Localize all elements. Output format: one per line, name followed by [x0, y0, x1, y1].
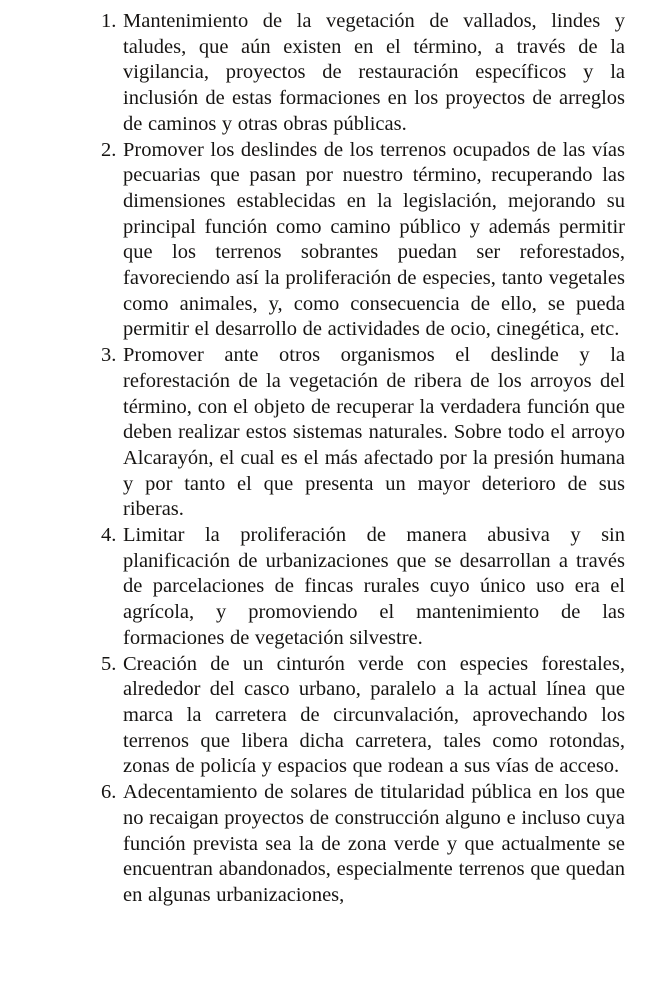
list-item-number: 6. [101, 781, 117, 804]
list-item [101, 138, 625, 344]
list-item-text: Mantenimiento de la vegetación de vallados, lindes y taludes, que aún existen en el término, a través de la vigilancia, proyectos de restauración específicos y la inclusión de estas formaciones en los proyectos de arreglos de caminos y otras obras públicas. [123, 10, 625, 135]
list-item [101, 343, 625, 523]
list-item [101, 652, 625, 781]
list-item-text: Promover los deslindes de los terrenos ocupados de las vías pecuarias que pasan por nuestro término, recuperando las dimensiones establecidas en la legislación, mejorando su principal función como camino público y además permitir que los terrenos sobrantes puedan ser reforestados, favoreciendo así la proliferación de especies, tanto vegetales como animales, y, como consecuencia de ello, se pueda permitir el desarrollo de actividades de ocio, cinegética, etc. [123, 138, 625, 341]
list-item [101, 780, 625, 909]
list-item-text: Promover ante otros organismos el deslinde y la reforestación de la vegetación de ribera de los arroyos del término, con el objeto de recuperar la verdadera función que deben realizar estos sistemas naturales. Sobre todo el arroyo Alcarayón, el cual es el más afectado por la presión humana y por tanto el que presenta un mayor deterioro de sus riberas. [123, 344, 625, 521]
list-item-text: Adecentamiento de solares de titularidad pública en los que no recaigan proyectos de construcción alguno e incluso cuya función prevista sea la de zona verde y que actualmente se encuentran abandonados, especialmente terrenos que quedan en algunas urbanizaciones, [123, 781, 625, 906]
list-item [101, 9, 625, 138]
list-item-number: 3. [101, 344, 117, 367]
list-item-text: Limitar la proliferación de manera abusiva y sin planificación de urbanizaciones que se desarrollan a través de parcelaciones de fincas rurales cuyo único uso era el agrícola, y promoviendo el mantenimiento de las formaciones de vegetación silvestre. [123, 524, 625, 649]
list-item-number: 2. [101, 138, 117, 161]
list-item-number: 5. [101, 652, 117, 675]
list-item-number: 4. [101, 524, 117, 547]
numbered-list [101, 9, 625, 909]
list-item-text: Creación de un cinturón verde con especies forestales, alrededor del casco urbano, paralelo a la actual línea que marca la carretera de circunvalación, aprovechando los terrenos que libera dicha carretera, tales como rotondas, zonas de policía y espacios que rodean a sus vías de acceso. [123, 652, 625, 778]
list-item [101, 523, 625, 652]
list-item-number: 1. [101, 10, 117, 32]
